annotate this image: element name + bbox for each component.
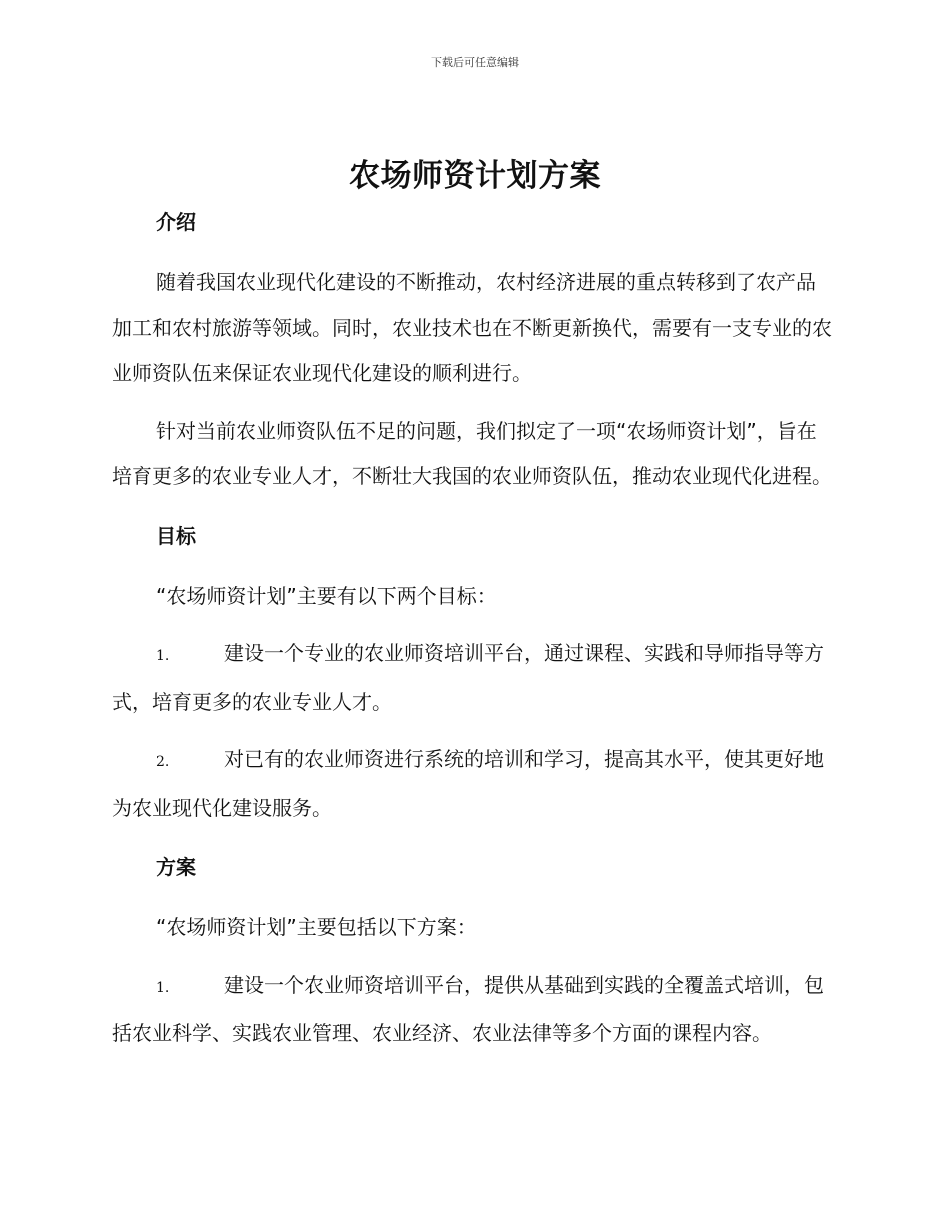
header-note: 下载后可任意编辑 <box>431 56 519 69</box>
goal-item-1 <box>112 631 834 725</box>
section-heading-intro: 介绍 <box>156 210 196 234</box>
document-body <box>112 206 834 1057</box>
goal-item-2-number: 2. <box>156 754 170 770</box>
section-heading-goals: 目标 <box>156 523 196 548</box>
plan-item-1 <box>112 963 834 1057</box>
plan-item-1-text: 建设一个农业师资培训平台，提供从基础到实践的全覆盖式培训，包括农业科学、实践农业管理、农业经济、农业法律等多个方面的课程内容。 <box>112 972 824 1045</box>
goal-item-2-text: 对已有的农业师资进行系统的培训和学习，提高其水平，使其更好地为农业现代化建设服务。 <box>112 747 824 820</box>
intro-paragraph-1: 随着我国农业现代化建设的不断推动，农村经济进展的重点转移到了农产品加工和农村旅游等领域。同时，农业技术也在不断更新换代，需要有一支专业的农业师资队伍来保证农业现代化建设的顺利进行。 <box>112 270 832 385</box>
intro-paragraph-2: 针对当前农业师资队伍不足的问题，我们拟定了一项“农场师资计划”，旨在培育更多的农业专业人才，不断壮大我国的农业师资队伍，推动农业现代化进程。 <box>112 418 832 488</box>
section-heading-plan: 方案 <box>156 855 196 879</box>
plan-item-1-number: 1. <box>156 979 170 996</box>
goal-item-2 <box>112 737 834 831</box>
goal-item-1-number: 1. <box>156 648 170 664</box>
goals-lead: “农场师资计划”主要有以下两个目标： <box>156 583 497 608</box>
plan-lead: “农场师资计划”主要包括以下方案： <box>156 915 477 939</box>
goal-item-1-text: 建设一个专业的农业师资培训平台，通过课程、实践和导师指导等方式，培育更多的农业专业人才。 <box>112 641 824 714</box>
document-title: 农场师资计划方案 <box>349 158 601 194</box>
